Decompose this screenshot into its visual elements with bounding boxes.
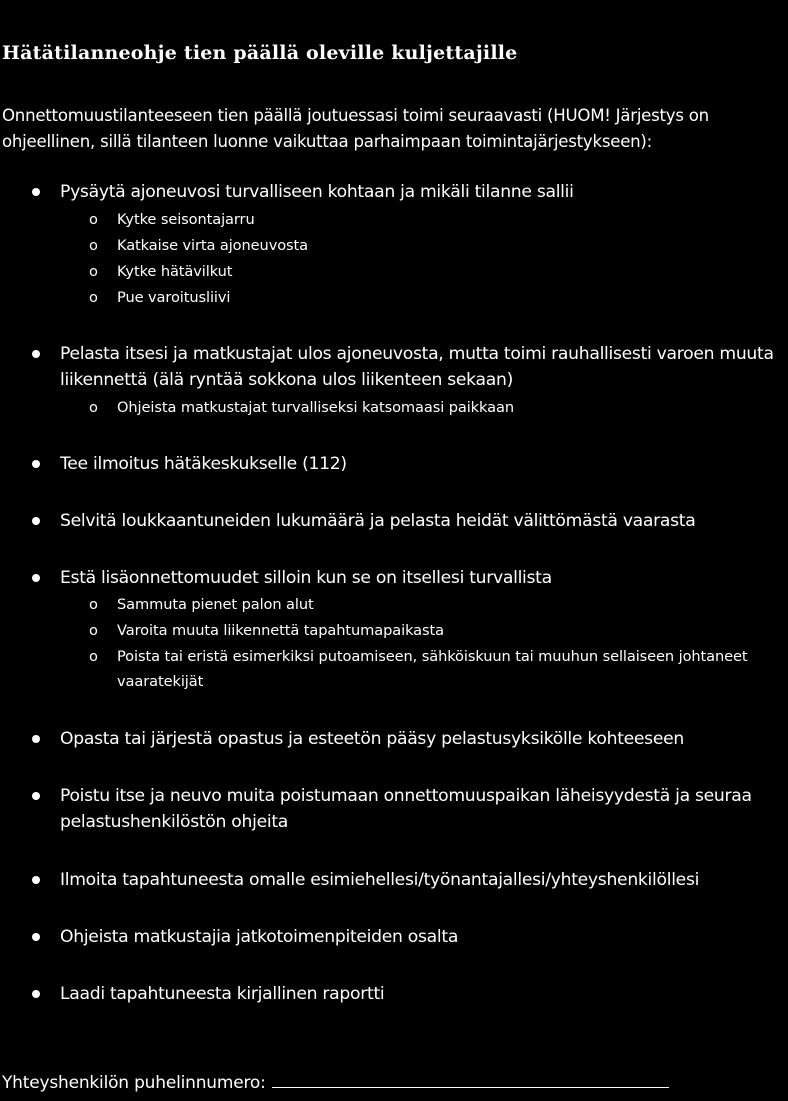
- intro-paragraph: Onnettomuustilanteeseen tien päällä joutuessasi toimi seuraavasti (HUOM! Järjestys on ohjeellinen, sillä tilanteen luonne vaikuttaa parhaimpaan toimintajärjestykseen):: [2, 106, 709, 151]
- list-item: Selvitä loukkaantuneiden lukumäärä ja pelasta heidät välittömästä vaarasta: [60, 511, 696, 531]
- page-title: Hätätilanneohje tien päällä oleville kuljettajille: [2, 42, 518, 64]
- sub-list-item: Katkaise virta ajoneuvosta: [117, 237, 309, 254]
- sub-bullet-icon: o: [89, 237, 98, 254]
- sub-bullet-icon: o: [89, 211, 98, 228]
- contact-phone-field[interactable]: [272, 1067, 669, 1088]
- bullet-icon: [32, 460, 40, 468]
- sub-bullet-icon: o: [89, 596, 98, 613]
- sub-list-item: Poista tai eristä esimerkiksi putoamiseen, sähköiskuun tai muuhun sellaiseen johtaneet vaaratekijät: [117, 648, 748, 690]
- bullet-icon: [32, 990, 40, 998]
- list-item: Tee ilmoitus hätäkeskukselle (112): [60, 454, 347, 474]
- sub-list-item: Kytke hätävilkut: [117, 263, 233, 280]
- bullet-icon: [32, 933, 40, 941]
- bullet-icon: [32, 517, 40, 525]
- sub-list-item: Pue varoitusliivi: [117, 289, 231, 306]
- bullet-icon: [32, 188, 40, 196]
- bullet-icon: [32, 876, 40, 884]
- bullet-icon: [32, 574, 40, 582]
- sub-list-item: Varoita muuta liikennettä tapahtumapaikasta: [117, 622, 444, 639]
- bullet-icon: [32, 735, 40, 743]
- sub-list-item: Ohjeista matkustajat turvalliseksi katsomaasi paikkaan: [117, 399, 514, 416]
- list-item: Poistu itse ja neuvo muita poistumaan onnettomuuspaikan läheisyydestä ja seuraa pelastushenkilöstön ohjeita: [60, 786, 752, 832]
- contact-phone-row: [2, 1067, 669, 1096]
- bullet-icon: [32, 792, 40, 800]
- sub-list-item: Sammuta pienet palon alut: [117, 596, 314, 613]
- list-item: Opasta tai järjestä opastus ja esteetön pääsy pelastusyksikölle kohteeseen: [60, 729, 684, 749]
- sub-bullet-icon: o: [89, 399, 98, 416]
- list-item: Laadi tapahtuneesta kirjallinen raportti: [60, 984, 385, 1004]
- sub-bullet-icon: o: [89, 648, 98, 665]
- sub-bullet-icon: o: [89, 289, 98, 306]
- list-item: Pelasta itsesi ja matkustajat ulos ajoneuvosta, mutta toimi rauhallisesti varoen muuta liikennettä (älä ryntää sokkona ulos liikenteen sekaan): [60, 344, 774, 390]
- list-item: Pysäytä ajoneuvosi turvalliseen kohtaan ja mikäli tilanne sallii: [60, 182, 574, 202]
- list-item: Estä lisäonnettomuudet silloin kun se on itsellesi turvallista: [60, 568, 552, 588]
- list-item: Ohjeista matkustajia jatkotoimenpiteiden osalta: [60, 927, 459, 947]
- bullet-icon: [32, 350, 40, 358]
- list-item: Ilmoita tapahtuneesta omalle esimiehellesi/työnantajallesi/yhteyshenkilöllesi: [60, 870, 700, 890]
- sub-list-item: Kytke seisontajarru: [117, 211, 255, 228]
- sub-bullet-icon: o: [89, 622, 98, 639]
- contact-phone-label: Yhteyshenkilön puhelinnumero:: [2, 1073, 266, 1093]
- sub-bullet-icon: o: [89, 263, 98, 280]
